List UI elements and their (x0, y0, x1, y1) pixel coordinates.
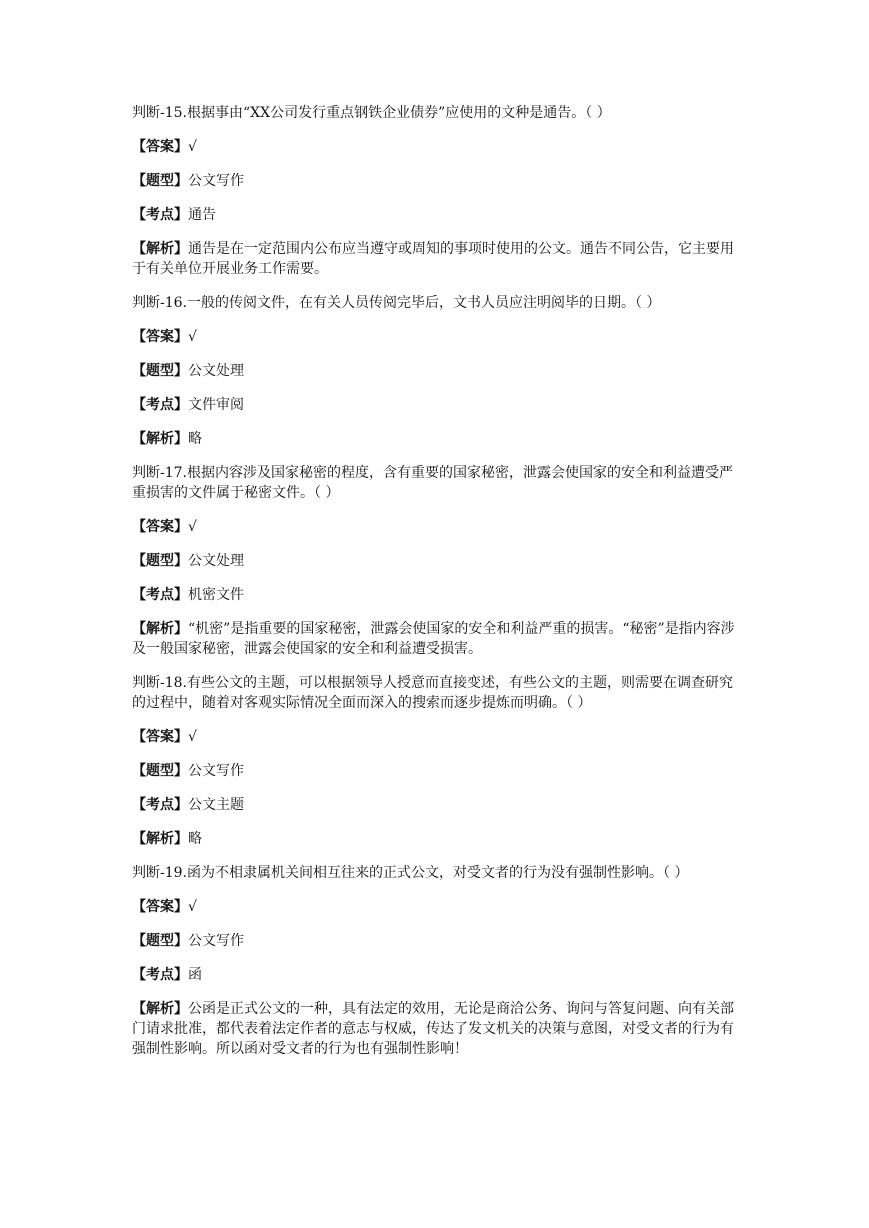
type-line (132, 171, 737, 191)
answer-label: 【答案】 (132, 139, 188, 155)
point-value: 文件审阅 (188, 397, 244, 413)
question-block (132, 103, 737, 279)
question-text: 判断-16.一般的传阅文件，在有关人员传阅完毕后，文书人员应注明阅毕的日期。（ ） (132, 295, 661, 311)
question-block (132, 293, 737, 449)
type-line (132, 761, 737, 781)
analysis-label: 【解析】 (132, 831, 188, 847)
point-label: 【考点】 (132, 967, 188, 983)
analysis-label: 【解析】 (132, 1001, 188, 1017)
point-label: 【考点】 (132, 397, 188, 413)
answer-label: 【答案】 (132, 899, 188, 915)
question-text: 判断-17.根据内容涉及国家秘密的程度，含有重要的国家秘密，泄露会使国家的安全和利益遭受严重损害的文件属于秘密文件。（ ） (132, 465, 733, 501)
answer-value: √ (188, 139, 197, 155)
type-label: 【题型】 (132, 553, 188, 569)
point-label: 【考点】 (132, 207, 188, 223)
type-value: 公文写作 (188, 933, 244, 949)
analysis-line (132, 429, 737, 449)
point-value: 公文主题 (188, 797, 244, 813)
type-line (132, 361, 737, 381)
analysis-line (132, 239, 737, 279)
point-label: 【考点】 (132, 797, 188, 813)
question-text: 判断-18.有些公文的主题，可以根据领导人授意而直接变述，有些公文的主题，则需要在调查研究的过程中，随着对客观实际情况全面而深入的搜索而逐步提炼而明确。（ ） (132, 675, 733, 711)
point-value: 通告 (188, 207, 216, 223)
question-block (132, 673, 737, 849)
type-label: 【题型】 (132, 363, 188, 379)
type-value: 公文写作 (188, 763, 244, 779)
answer-line (132, 727, 737, 747)
type-value: 公文处理 (188, 553, 244, 569)
point-line (132, 965, 737, 985)
point-value: 机密文件 (188, 587, 244, 603)
analysis-line (132, 619, 737, 659)
analysis-label: 【解析】 (132, 241, 188, 257)
type-label: 【题型】 (132, 763, 188, 779)
type-label: 【题型】 (132, 173, 188, 189)
analysis-value: “机密”是指重要的国家秘密，泄露会使国家的安全和利益严重的损害。“秘密”是指内容涉及一般国家秘密，泄露会使国家的安全和利益遭受损害。 (132, 621, 735, 657)
point-line (132, 795, 737, 815)
type-value: 公文处理 (188, 363, 244, 379)
document-page (132, 103, 737, 1073)
answer-line (132, 517, 737, 537)
analysis-value: 通告是在一定范围内公布应当遵守或周知的事项时使用的公文。通告不同公告，它主要用于有关单位开展业务工作需要。 (132, 241, 734, 277)
analysis-value: 略 (188, 831, 202, 847)
answer-line (132, 137, 737, 157)
analysis-line (132, 829, 737, 849)
type-value: 公文写作 (188, 173, 244, 189)
question-text: 判断-15.根据事由“XX公司发行重点钢铁企业债券”应使用的文种是通告。（ ） (132, 105, 611, 121)
type-label: 【题型】 (132, 933, 188, 949)
analysis-value: 略 (188, 431, 202, 447)
question-text: 判断-19.函为不相隶属机关间相互往来的正式公文，对受文者的行为没有强制性影响。（ ） (132, 865, 689, 881)
answer-label: 【答案】 (132, 329, 188, 345)
type-line (132, 551, 737, 571)
answer-value: √ (188, 729, 197, 745)
analysis-label: 【解析】 (132, 621, 188, 637)
answer-line (132, 327, 737, 347)
answer-line (132, 897, 737, 917)
answer-label: 【答案】 (132, 729, 188, 745)
answer-value: √ (188, 519, 197, 535)
point-line (132, 395, 737, 415)
answer-value: √ (188, 899, 197, 915)
question-block (132, 463, 737, 659)
point-line (132, 205, 737, 225)
analysis-label: 【解析】 (132, 431, 188, 447)
point-value: 函 (188, 967, 202, 983)
answer-label: 【答案】 (132, 519, 188, 535)
answer-value: √ (188, 329, 197, 345)
point-line (132, 585, 737, 605)
type-line (132, 931, 737, 951)
analysis-value: 公函是正式公文的一种，具有法定的效用，无论是商洽公务、询问与答复问题、向有关部门请求批准，都代表着法定作者的意志与权威，传达了发文机关的决策与意图，对受文者的行为有强制性影响。所以函对受文者的行为也有强制性影响！ (132, 1001, 734, 1057)
analysis-line (132, 999, 737, 1059)
question-block (132, 863, 737, 1059)
point-label: 【考点】 (132, 587, 188, 603)
